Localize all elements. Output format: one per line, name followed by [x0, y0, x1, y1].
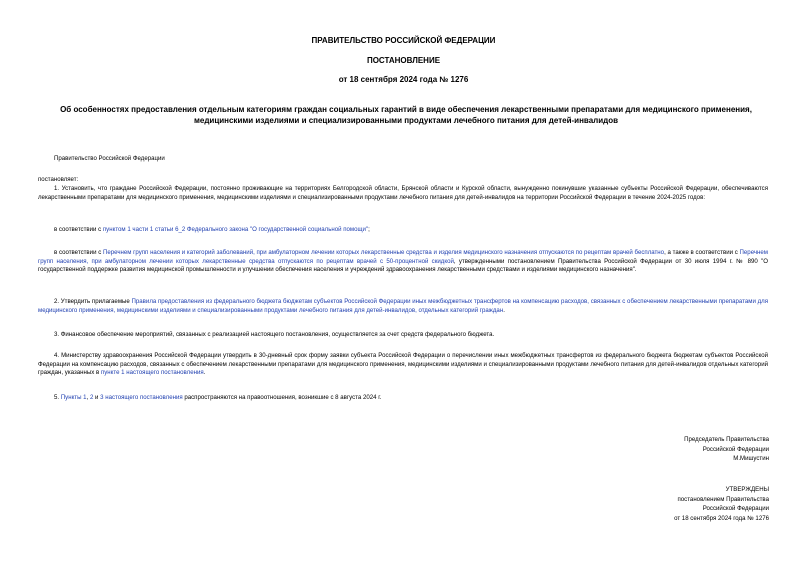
paragraph-1a-prefix: в соответствии с: [54, 226, 103, 233]
paragraph-1a: [38, 226, 768, 235]
paragraph-2-suffix: .: [503, 306, 505, 314]
federal-law-link[interactable]: пунктом 1 части 1 статьи 6_2 Федерального закона "О государственной социальной помощи": [102, 226, 369, 233]
paragraph-1b-middle: , а также в соответствии с: [664, 249, 740, 256]
intro-line: Правительство Российской Федерации: [54, 155, 165, 162]
signature-name: М.Мишустин: [733, 455, 769, 463]
rules-link[interactable]: Правила предоставления из федерального бюджета бюджетам субъектов Российской Федерации иных межбюджетных трансфертов на компенсацию расходов, связанных с обеспечением лекарственными препаратами для медицинского применения, медицинскими изделиями и специализированными продуктами лечебного питания для детей-инвалидов, отдельных категорий граждан: [38, 298, 769, 314]
paragraph-1a-suffix: ;: [368, 226, 370, 233]
signature-country: Российской Федерации: [702, 445, 769, 453]
paragraph-4: [38, 352, 768, 378]
paragraph-3: 3. Финансовое обеспечение мероприятий, связанных с реализацией настоящего постановления, осуществляется за счет средств федерального бюджета.: [54, 331, 495, 338]
paragraph-5-suffix: распространяются на правоотношения, возникшие с 8 августа 2024 г.: [182, 394, 382, 401]
decree-word: постановляет:: [38, 176, 79, 183]
approval-heading: УТВЕРЖДЕНЫ: [725, 486, 769, 493]
approval-by: постановлением Правительства: [677, 495, 769, 503]
signature-block: [469, 436, 769, 464]
approval-block: [469, 486, 769, 523]
paragraph-2-prefix: 2. Утвердить прилагаемые: [54, 298, 132, 305]
paragraph-1b-prefix: в соответствии с: [54, 249, 103, 256]
paragraph-4-prefix: 4. Министерству здравоохранения Российской Федерации утвердить в 30-дневный срок форму заявки субъекта Российской Федерации о перечислении иных межбюджетных трансфертов из федерального бюджета бюджетам субъектов Российской Федерации на компенсацию расходов, связанных с обеспечением лекарственными препаратами для медицинского применения, медицинскими изделиями и специализированными продуктами лечебного питания для детей-инвалидов отдельных категорий граждан, указанных в: [38, 352, 768, 377]
government-heading: ПРАВИТЕЛЬСТВО РОССИЙСКОЙ ФЕДЕРАЦИИ: [311, 36, 496, 45]
document-type-heading: ПОСТАНОВЛЕНИЕ: [366, 56, 441, 65]
paragraph-4-suffix: .: [203, 369, 206, 377]
paragraph-1: 1. Установить, что граждане Российской Федерации, постоянно проживающие на территориях Белгородской области, Брянской области и Курской области, вынужденно покинувшие указанные субъекты Российской Федерации, обеспечиваются лекарственными препаратами для медицинского применения, медицинскими изделиями и специализированными продуктами лечебного питания для детей-инвалидов на территории Российской Федерации в течение 2024-2025 годов:: [38, 185, 768, 201]
paragraph-2: [38, 298, 768, 315]
points-1-link[interactable]: Пункты 1: [60, 394, 87, 401]
approval-country: Российской Федерации: [702, 505, 769, 513]
document-date-number: от 18 сентября 2024 года № 1276: [338, 75, 469, 84]
paragraph-1b-suffix: , утвержденными постановлением Правительства Российской Федерации от 30 июля 1994 г. № 890 "О государственной поддержке развития медицинской промышленности и улучшении обеспечения населения и учреждений здравоохранения лекарственными средствами и изделиями медицинского назначения".: [38, 257, 768, 274]
signature-position: Председатель Правительства: [684, 436, 769, 443]
point-2-link[interactable]: 2: [89, 394, 94, 401]
document-title: Об особенностях предоставления отдельным категориям граждан социальных гарантий в виде обеспечения лекарственными препаратами для медицинского применения, медицинскими изделиями и специализированными продуктами лечебного питания для детей-инвалидов: [60, 105, 752, 125]
paragraph-5: [38, 394, 768, 403]
discount-drugs-list-link[interactable]: Перечнем групп населения, при амбулаторном лечении которых лекарственные средства отпускаются по рецептам врачей с 50-процентной скидкой: [38, 249, 768, 265]
approval-date-number: от 18 сентября 2024 года № 1276: [674, 514, 769, 522]
paragraph-5-sep-1: ,: [86, 394, 90, 401]
paragraph-1b: [38, 249, 768, 275]
point-3-link[interactable]: 3 настоящего постановления: [100, 394, 183, 401]
point-1-link[interactable]: пункте 1 настоящего постановления: [100, 369, 204, 377]
paragraph-5-sep-2: и: [93, 394, 101, 401]
free-drugs-list-link[interactable]: Перечнем групп населения и категорий заболеваний, при амбулаторном лечении которых лекарственные средства и изделия медицинского назначения отпускаются по рецептам врачей бесплатно: [102, 249, 665, 256]
paragraph-5-prefix: 5.: [54, 394, 61, 401]
